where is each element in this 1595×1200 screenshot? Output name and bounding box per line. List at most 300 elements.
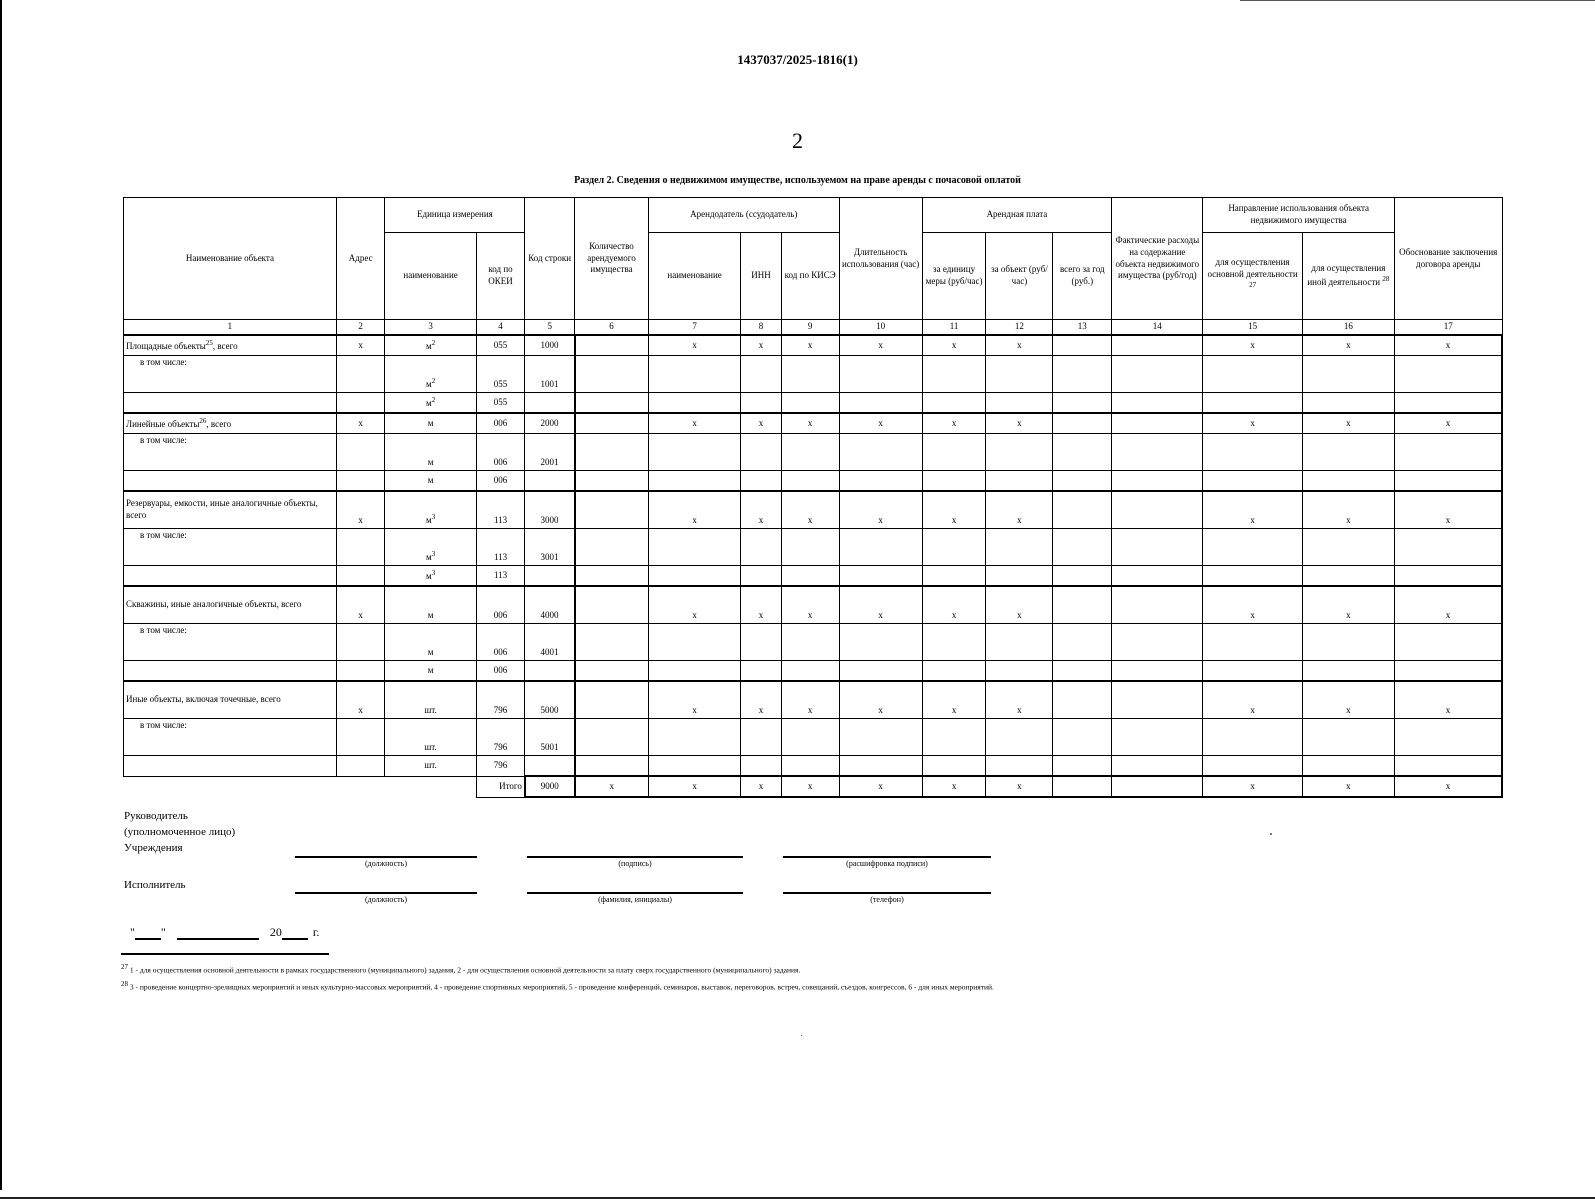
cell bbox=[986, 661, 1053, 682]
cell-code: 1001 bbox=[525, 356, 575, 393]
col-num: 13 bbox=[1053, 320, 1112, 336]
cell bbox=[649, 393, 741, 414]
blank-cell bbox=[336, 776, 385, 797]
cell bbox=[1394, 434, 1502, 471]
header-duration: Длительность использования (час) bbox=[839, 198, 922, 320]
month-blank[interactable] bbox=[177, 926, 259, 940]
cell bbox=[1053, 356, 1112, 393]
cell bbox=[781, 566, 839, 587]
cell-rent-year bbox=[1053, 681, 1112, 719]
row-name: Площадные объекты$^{25}$, всего bbox=[124, 335, 337, 356]
cell bbox=[1203, 356, 1302, 393]
cell-rent-object: x bbox=[986, 335, 1053, 356]
header-address: Адрес bbox=[336, 198, 385, 320]
cell-rent-year bbox=[1053, 335, 1112, 356]
col-num: 3 bbox=[385, 320, 476, 336]
col-num: 7 bbox=[649, 320, 741, 336]
cell-usage-main: x bbox=[1203, 491, 1302, 529]
row-subtitle: в том числе: bbox=[124, 434, 337, 471]
col-num: 16 bbox=[1302, 320, 1394, 336]
col-num: 5 bbox=[525, 320, 575, 336]
cell-rent-unit: x bbox=[922, 776, 986, 797]
cell-inn: x bbox=[741, 681, 782, 719]
year-prefix: 20 bbox=[269, 925, 282, 939]
head-line3: Учреждения bbox=[124, 842, 183, 854]
cell bbox=[922, 393, 986, 414]
cell bbox=[781, 356, 839, 393]
table-row-3000 bbox=[124, 491, 1503, 529]
cell bbox=[741, 471, 782, 492]
col-num: 15 bbox=[1203, 320, 1302, 336]
cell-address: x bbox=[336, 586, 385, 624]
cell bbox=[1302, 393, 1394, 414]
cell bbox=[741, 624, 782, 661]
cell bbox=[649, 756, 741, 777]
table-row-4000-extra bbox=[124, 661, 1503, 682]
cell bbox=[781, 471, 839, 492]
date-quote-open: " bbox=[130, 925, 135, 939]
cell bbox=[1112, 661, 1203, 682]
header-rent-object: за объект (руб/час) bbox=[986, 233, 1053, 320]
col-num: 8 bbox=[741, 320, 782, 336]
cell-okei: 006 bbox=[476, 661, 525, 682]
cell bbox=[1394, 756, 1502, 777]
cell bbox=[1053, 529, 1112, 566]
cell bbox=[741, 356, 782, 393]
header-quantity: Количество арендуемого имущества bbox=[575, 198, 649, 320]
footnote-27: $^{27}$ 1 - для осуществления основной деятельности в рамках государственного (муниципального) задания, 2 - для осуществления основной деятельности за плату сверх государственного (муниципального) задания. bbox=[121, 963, 801, 975]
cell-okei: 055 bbox=[476, 393, 525, 414]
header-actual-costs: Фактические расходы на содержание объекта недвижимого имущества (руб/год) bbox=[1112, 198, 1203, 320]
cell bbox=[1394, 566, 1502, 587]
cell bbox=[1053, 393, 1112, 414]
cell-address: x bbox=[336, 491, 385, 529]
cell bbox=[1394, 719, 1502, 756]
row-name bbox=[124, 756, 337, 777]
position-caption: (должность) bbox=[365, 859, 407, 868]
cell bbox=[839, 624, 922, 661]
cell-duration: x bbox=[839, 776, 922, 797]
executor-name-caption: (фамилия, инициалы) bbox=[598, 895, 672, 904]
decoding-line[interactable] bbox=[783, 856, 991, 858]
cell-lessor-name: x bbox=[649, 335, 741, 356]
cell-unit: шт. bbox=[385, 681, 476, 719]
cell-address bbox=[336, 566, 385, 587]
cell-actual-costs bbox=[1112, 776, 1203, 797]
cell bbox=[1112, 566, 1203, 587]
cell-justification: x bbox=[1394, 491, 1502, 529]
cell-rent-year bbox=[1053, 776, 1112, 797]
cell bbox=[1394, 529, 1502, 566]
cell bbox=[575, 719, 649, 756]
header-usage-main: для осуществления основной деятельности $^{27}$ bbox=[1203, 233, 1302, 320]
cell-okei: 055 bbox=[476, 356, 525, 393]
cell-duration: x bbox=[839, 586, 922, 624]
footnote-separator bbox=[121, 953, 329, 955]
head-label bbox=[124, 808, 235, 856]
table-row-3001 bbox=[124, 529, 1503, 566]
cell-unit: $м^3$ bbox=[385, 491, 476, 529]
cell bbox=[1112, 471, 1203, 492]
cell bbox=[839, 471, 922, 492]
cell-okei: 006 bbox=[476, 586, 525, 624]
cell bbox=[781, 393, 839, 414]
cell-unit: $м^2$ bbox=[385, 356, 476, 393]
cell-unit: шт. bbox=[385, 756, 476, 777]
column-numbers-row bbox=[124, 320, 1503, 336]
cell bbox=[839, 661, 922, 682]
cell-rent-unit: x bbox=[922, 335, 986, 356]
cell-code: 5000 bbox=[525, 681, 575, 719]
cell-lessor-name: x bbox=[649, 413, 741, 434]
cell-unit: м bbox=[385, 624, 476, 661]
cell bbox=[1302, 356, 1394, 393]
cell-usage-other: x bbox=[1302, 491, 1394, 529]
total-label: Итого bbox=[476, 776, 525, 797]
cell-address: x bbox=[336, 335, 385, 356]
row-name: Резервуары, емкости, иные аналогичные объекты, всего bbox=[124, 491, 337, 529]
col-num: 2 bbox=[336, 320, 385, 336]
cell bbox=[1112, 529, 1203, 566]
head-line1: Руководитель bbox=[124, 810, 188, 822]
cell-code bbox=[525, 471, 575, 492]
row-name bbox=[124, 661, 337, 682]
cell-lessor-name: x bbox=[649, 681, 741, 719]
year-blank[interactable] bbox=[282, 926, 308, 940]
header-unit-code: код по ОКЕИ bbox=[476, 233, 525, 320]
cell bbox=[922, 661, 986, 682]
cell bbox=[1112, 393, 1203, 414]
cell-address bbox=[336, 661, 385, 682]
cell-address bbox=[336, 529, 385, 566]
cell-okei: 796 bbox=[476, 681, 525, 719]
cell-kise: x bbox=[781, 413, 839, 434]
cell-actual-costs bbox=[1112, 681, 1203, 719]
date-quote-close: " bbox=[160, 925, 166, 939]
header-unit-group: Единица измерения bbox=[385, 198, 525, 233]
cell-address bbox=[336, 756, 385, 777]
cell-quantity bbox=[575, 681, 649, 719]
cell-code bbox=[525, 661, 575, 682]
header-line-code: Код строки bbox=[525, 198, 575, 320]
cell-actual-costs bbox=[1112, 413, 1203, 434]
cell bbox=[1053, 719, 1112, 756]
cell bbox=[575, 661, 649, 682]
cell bbox=[1203, 471, 1302, 492]
cell-rent-object: x bbox=[986, 586, 1053, 624]
table-row-total bbox=[124, 776, 1503, 797]
executor-phone-caption: (телефон) bbox=[870, 895, 904, 904]
header-lessor-name: наименование bbox=[649, 233, 741, 320]
cell-kise: x bbox=[781, 776, 839, 797]
cell-unit: м bbox=[385, 413, 476, 434]
cell bbox=[839, 434, 922, 471]
cell bbox=[1302, 471, 1394, 492]
cell bbox=[986, 434, 1053, 471]
cell-okei: 796 bbox=[476, 756, 525, 777]
cell bbox=[649, 434, 741, 471]
col-num: 12 bbox=[986, 320, 1053, 336]
cell-unit: м bbox=[385, 586, 476, 624]
position-line[interactable] bbox=[295, 856, 477, 858]
section-title: Раздел 2. Сведения о недвижимом имуществе, используемом на праве аренды с почасовой оплатой bbox=[574, 175, 1021, 186]
cell-justification: x bbox=[1394, 681, 1502, 719]
cell-address: x bbox=[336, 681, 385, 719]
cell bbox=[575, 356, 649, 393]
cell-duration: x bbox=[839, 681, 922, 719]
cell-okei: 113 bbox=[476, 566, 525, 587]
table-row-2000 bbox=[124, 413, 1503, 434]
table-row-5000 bbox=[124, 681, 1503, 719]
cell-address bbox=[336, 624, 385, 661]
cell-inn: x bbox=[741, 491, 782, 529]
header-object-name: Наименование объекта bbox=[124, 198, 337, 320]
cell-unit: $м^2$ bbox=[385, 335, 476, 356]
col-num: 9 bbox=[781, 320, 839, 336]
row-name: Иные объекты, включая точечные, всего bbox=[124, 681, 337, 719]
cell-quantity: x bbox=[575, 776, 649, 797]
cell bbox=[986, 356, 1053, 393]
cell bbox=[1302, 719, 1394, 756]
col-num: 10 bbox=[839, 320, 922, 336]
cell bbox=[1394, 624, 1502, 661]
cell-usage-main: x bbox=[1203, 586, 1302, 624]
cell-justification: x bbox=[1394, 776, 1502, 797]
cell-usage-other: x bbox=[1302, 586, 1394, 624]
cell-address bbox=[336, 356, 385, 393]
table-row-2000-extra bbox=[124, 471, 1503, 492]
cell-kise: x bbox=[781, 335, 839, 356]
row-name bbox=[124, 393, 337, 414]
cell bbox=[649, 356, 741, 393]
row-subtitle: в том числе: bbox=[124, 356, 337, 393]
table-row-1000 bbox=[124, 335, 1503, 356]
blank-cell bbox=[124, 776, 337, 797]
cell-duration: x bbox=[839, 335, 922, 356]
cell bbox=[1053, 566, 1112, 587]
cell bbox=[575, 756, 649, 777]
cell bbox=[1302, 529, 1394, 566]
cell bbox=[1053, 661, 1112, 682]
table-row-2001 bbox=[124, 434, 1503, 471]
cell bbox=[986, 719, 1053, 756]
cell-duration: x bbox=[839, 491, 922, 529]
decoding-caption: (расшифровка подписи) bbox=[846, 859, 928, 868]
cell bbox=[575, 529, 649, 566]
col-num: 6 bbox=[575, 320, 649, 336]
cell-inn: x bbox=[741, 586, 782, 624]
cell bbox=[839, 356, 922, 393]
cell-address: x bbox=[336, 413, 385, 434]
cell-inn: x bbox=[741, 413, 782, 434]
cell bbox=[986, 393, 1053, 414]
cell-okei: 113 bbox=[476, 529, 525, 566]
executor-position-caption: (должность) bbox=[365, 895, 407, 904]
cell bbox=[781, 719, 839, 756]
cell-quantity bbox=[575, 413, 649, 434]
footnote-28: $^{28}$ 3 - проведение концертно-зрелищных мероприятий и иных культурно-массовых мероприятий, 4 - проведение спортивных мероприятий, 5 - проведение конференций, семинаров, выставок, переговоров, встреч, совещаний, съездов, конгрессов, 6 - для иных мероприятий. bbox=[121, 980, 994, 992]
cell bbox=[922, 719, 986, 756]
cell-okei: 006 bbox=[476, 624, 525, 661]
cell bbox=[1203, 434, 1302, 471]
cell bbox=[986, 624, 1053, 661]
cell bbox=[1302, 566, 1394, 587]
blank-cell bbox=[385, 776, 476, 797]
cell-code: 4000 bbox=[525, 586, 575, 624]
cell-usage-other: x bbox=[1302, 335, 1394, 356]
scan-speck bbox=[801, 1035, 802, 1036]
table-row-3000-extra bbox=[124, 566, 1503, 587]
cell bbox=[839, 393, 922, 414]
cell-inn: x bbox=[741, 776, 782, 797]
header-unit-name: наименование bbox=[385, 233, 476, 320]
cell bbox=[741, 434, 782, 471]
cell bbox=[649, 719, 741, 756]
cell-okei: 055 bbox=[476, 335, 525, 356]
cell bbox=[649, 529, 741, 566]
cell bbox=[1053, 756, 1112, 777]
scan-edge-top bbox=[1240, 0, 1595, 1]
row-name: Скважины, иные аналогичные объекты, всего bbox=[124, 586, 337, 624]
cell-address bbox=[336, 719, 385, 756]
cell-rent-unit: x bbox=[922, 681, 986, 719]
cell bbox=[1203, 661, 1302, 682]
cell-unit: $м^3$ bbox=[385, 566, 476, 587]
cell-justification: x bbox=[1394, 413, 1502, 434]
header-rent-year: всего за год (руб.) bbox=[1053, 233, 1112, 320]
cell bbox=[649, 661, 741, 682]
cell-okei: 113 bbox=[476, 491, 525, 529]
cell bbox=[1112, 756, 1203, 777]
cell bbox=[986, 756, 1053, 777]
cell bbox=[1112, 434, 1203, 471]
date-field bbox=[130, 925, 319, 940]
cell-lessor-name: x bbox=[649, 586, 741, 624]
cell bbox=[781, 434, 839, 471]
header-lessor-inn: ИНН bbox=[741, 233, 782, 320]
cell-quantity bbox=[575, 491, 649, 529]
executor-name-line[interactable] bbox=[527, 892, 743, 894]
cell-kise: x bbox=[781, 681, 839, 719]
cell bbox=[1302, 434, 1394, 471]
cell-kise: x bbox=[781, 586, 839, 624]
cell bbox=[1302, 756, 1394, 777]
cell bbox=[1053, 624, 1112, 661]
row-subtitle: в том числе: bbox=[124, 624, 337, 661]
cell bbox=[781, 756, 839, 777]
cell-code: 2001 bbox=[525, 434, 575, 471]
cell-okei: 006 bbox=[476, 434, 525, 471]
cell bbox=[741, 661, 782, 682]
cell-okei: 006 bbox=[476, 413, 525, 434]
cell bbox=[1203, 624, 1302, 661]
header-usage-other: для осуществления иной деятельности $^{28}$ bbox=[1302, 233, 1394, 320]
cell-code: 4001 bbox=[525, 624, 575, 661]
cell bbox=[922, 434, 986, 471]
cell bbox=[922, 566, 986, 587]
scan-edge-bottom bbox=[0, 1197, 1595, 1199]
cell bbox=[1053, 471, 1112, 492]
cell bbox=[1112, 624, 1203, 661]
cell bbox=[781, 624, 839, 661]
col-num: 14 bbox=[1112, 320, 1203, 336]
signature-line[interactable] bbox=[527, 856, 743, 858]
cell-rent-object: x bbox=[986, 681, 1053, 719]
header-lessor-kise: код по КИСЭ bbox=[781, 233, 839, 320]
cell-address bbox=[336, 434, 385, 471]
scan-speck bbox=[1270, 833, 1272, 835]
cell bbox=[741, 566, 782, 587]
cell-usage-other: x bbox=[1302, 413, 1394, 434]
cell-lessor-name: x bbox=[649, 491, 741, 529]
row-name bbox=[124, 566, 337, 587]
day-blank[interactable] bbox=[135, 926, 161, 940]
page-number: 2 bbox=[792, 128, 803, 153]
cell-usage-main: x bbox=[1203, 335, 1302, 356]
col-num: 4 bbox=[476, 320, 525, 336]
table-row-4000 bbox=[124, 586, 1503, 624]
cell-duration: x bbox=[839, 413, 922, 434]
cell-code: 1000 bbox=[525, 335, 575, 356]
cell-usage-main: x bbox=[1203, 413, 1302, 434]
cell bbox=[741, 529, 782, 566]
executor-phone-line[interactable] bbox=[783, 892, 991, 894]
cell-actual-costs bbox=[1112, 335, 1203, 356]
cell bbox=[839, 756, 922, 777]
cell-okei: 796 bbox=[476, 719, 525, 756]
table-row-5000-extra bbox=[124, 756, 1503, 777]
row-subtitle: в том числе: bbox=[124, 529, 337, 566]
cell-code: 5001 bbox=[525, 719, 575, 756]
cell bbox=[781, 529, 839, 566]
cell-code: 3000 bbox=[525, 491, 575, 529]
cell bbox=[1394, 661, 1502, 682]
cell bbox=[1203, 393, 1302, 414]
year-suffix: г. bbox=[312, 925, 320, 939]
header-lessor-group: Арендодатель (ссудодатель) bbox=[649, 198, 840, 233]
cell-code bbox=[525, 393, 575, 414]
cell bbox=[1394, 471, 1502, 492]
cell bbox=[575, 434, 649, 471]
cell-lessor-name: x bbox=[649, 776, 741, 797]
header-rent-group: Арендная плата bbox=[922, 198, 1112, 233]
cell-code: 2000 bbox=[525, 413, 575, 434]
cell-quantity bbox=[575, 335, 649, 356]
executor-position-line[interactable] bbox=[295, 892, 477, 894]
cell bbox=[781, 661, 839, 682]
cell-rent-object: x bbox=[986, 776, 1053, 797]
rental-property-table bbox=[123, 197, 1503, 798]
cell bbox=[649, 624, 741, 661]
cell bbox=[741, 393, 782, 414]
row-name: Линейные объекты$^{26}$, всего bbox=[124, 413, 337, 434]
row-name bbox=[124, 471, 337, 492]
cell bbox=[1112, 356, 1203, 393]
cell bbox=[839, 529, 922, 566]
cell-kise: x bbox=[781, 491, 839, 529]
cell-usage-main: x bbox=[1203, 776, 1302, 797]
cell-rent-object: x bbox=[986, 413, 1053, 434]
table-row-1001 bbox=[124, 356, 1503, 393]
cell-unit: м bbox=[385, 471, 476, 492]
cell-okei: 006 bbox=[476, 471, 525, 492]
cell-usage-other: x bbox=[1302, 681, 1394, 719]
total-code: 9000 bbox=[525, 776, 575, 797]
cell-rent-unit: x bbox=[922, 586, 986, 624]
cell bbox=[1053, 434, 1112, 471]
cell-code: 3001 bbox=[525, 529, 575, 566]
header-justification: Обоснование заключения договора аренды bbox=[1394, 198, 1502, 320]
